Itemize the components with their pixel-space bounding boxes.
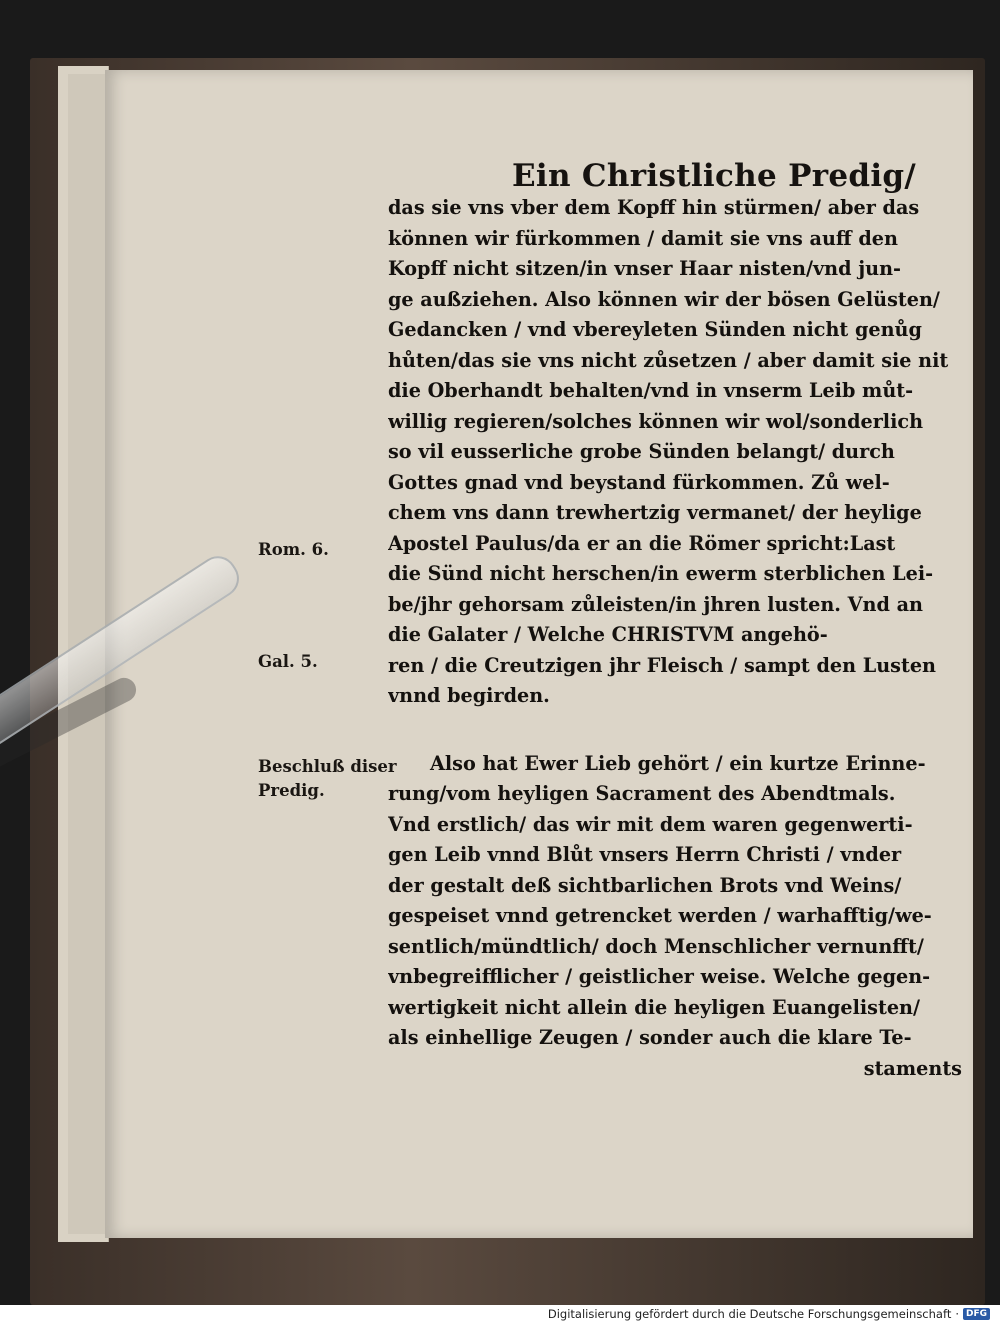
text-line: können wir fürkommen / damit sie vns auff den [388,226,898,250]
text-line: be/jhr gehorsam zůleisten/in jhren lusten. Vnd an [388,592,923,616]
text-line: hůten/das sie vns nicht zůsetzen / aber damit sie nit [388,348,949,372]
credit-text: Digitalisierung gefördert durch die Deutsche Forschungsgemeinschaft [547,1306,952,1321]
text-line: das sie vns vber dem Kopff hin stürmen/ aber das [388,196,920,219]
text-line: ren / die Creutzigen jhr Fleisch / sampt den Lusten [388,653,936,677]
text-line: Kopff nicht sitzen/in vnser Haar nisten/vnd jun- [388,257,902,280]
text-line: der gestalt deß sichtbarlichen Brots vnd Weins/ [388,873,902,897]
paragraph-gap [388,712,970,749]
text-line: die Galater / Welche CHRISTVM angehö- [388,623,828,646]
text-line: willig regieren/solches können wir wol/sonderlich [388,409,924,433]
text-line: vnbegreifflicher / geistlicher weise. Welche gegen- [388,965,931,988]
text-line: als einhellige Zeugen / sonder auch die klare Te- [388,1026,912,1049]
separator-dot: · [955,1306,959,1321]
text-line: Apostel Paulus/da er an die Römer spricht:Last [388,531,896,555]
text-line: die Oberhandt behalten/vnd in vnserm Leib můt- [388,379,914,402]
text-line: chem vns dann trewhertzig vermanet/ der heylige [388,501,922,524]
text-line: sentlich/mündtlich/ doch Menschlicher vernunfft/ [388,934,924,958]
text-line: Gottes gnad vnd beystand fürkommen. Zů wel- [388,470,890,494]
text-line: die Sünd nicht herschen/in ewerm sterblichen Lei- [388,562,934,585]
body-text [388,193,970,1084]
text-line: rung/vom heyligen Sacrament des Abendtmals. [388,782,896,805]
text-line: gen Leib vnnd Blůt vnsers Herrn Christi / vnder [388,843,902,866]
text-line: gespeiset vnnd getrencket werden / warhafftig/we- [388,904,932,927]
text-line: Also hat Ewer Lieb gehört / ein kurtze Erinne- [430,751,926,775]
text-line: vnnd begirden. [388,684,550,707]
text-line: so vil eusserliche grobe Sünden belangt/ durch [388,440,895,463]
text-line: ge außziehen. Also können wir der bösen Gelüsten/ [388,287,940,311]
footer-credit [548,1305,990,1322]
running-header: Ein Christliche Predig/ [512,158,917,194]
text-line: wertigkeit nicht allein die heyligen Euangelisten/ [388,995,921,1019]
catchword: staments [863,1056,962,1080]
text-line: Vnd erstlich/ das wir mit dem waren gegenwerti- [388,812,913,836]
margin-note-beschluss-1: Beschluß diser [258,757,397,776]
margin-note-rom: Rom. 6. [258,540,329,559]
text-line: Gedancken / vnd vbereyleten Sünden nicht genůg [388,318,922,341]
dfg-logo-icon: DFG [963,1308,990,1320]
margin-note-beschluss-2: Predig. [258,781,325,800]
margin-note-gal: Gal. 5. [258,652,318,671]
